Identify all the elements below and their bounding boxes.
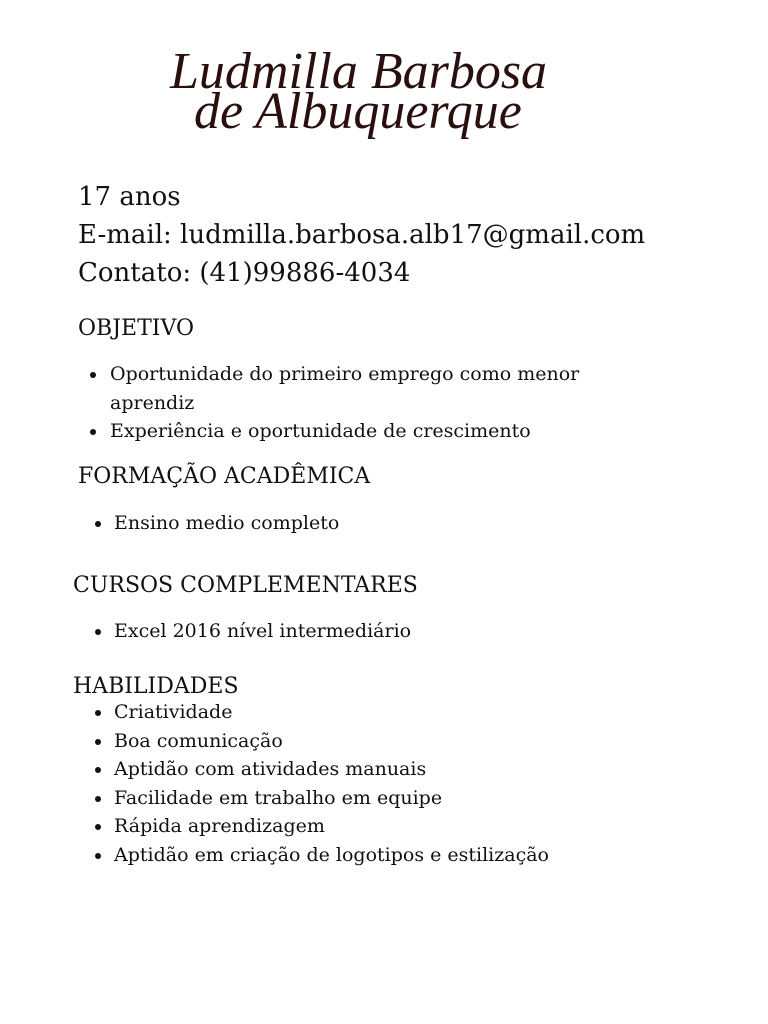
- objetivo-list: [110, 360, 670, 446]
- list-item: Rápida aprendizagem: [114, 812, 549, 841]
- list-item: Boa comunicação: [114, 727, 549, 756]
- cursos-list: [114, 617, 411, 646]
- age-text: 17 anos: [78, 182, 181, 212]
- section-title-objetivo: OBJETIVO: [78, 316, 194, 341]
- phone-text: Contato: (41)99886-4034: [78, 258, 411, 288]
- section-title-habilidades: HABILIDADES: [73, 674, 239, 699]
- list-item: Ensino medio completo: [114, 509, 339, 538]
- email-text: E-mail: ludmilla.barbosa.alb17@gmail.com: [78, 220, 646, 250]
- section-title-cursos: CURSOS COMPLEMENTARES: [73, 573, 418, 598]
- list-item: Aptidão em criação de logotipos e estilização: [114, 841, 549, 870]
- name-line-1: Ludmilla Barbosa: [170, 43, 548, 100]
- name-line-2: de Albuquerque: [194, 83, 522, 140]
- section-title-formacao: FORMAÇÃO ACADÊMICA: [78, 464, 371, 489]
- list-item: Criatividade: [114, 698, 549, 727]
- list-item: Aptidão com atividades manuais: [114, 755, 549, 784]
- list-item: Facilidade em trabalho em equipe: [114, 784, 549, 813]
- list-item: Excel 2016 nível intermediário: [114, 617, 411, 646]
- formacao-list: [114, 509, 339, 538]
- habilidades-list: [114, 698, 549, 869]
- list-item: Oportunidade do primeiro emprego como menor aprendiz: [110, 360, 630, 417]
- list-item: Experiência e oportunidade de crescimento: [110, 417, 670, 446]
